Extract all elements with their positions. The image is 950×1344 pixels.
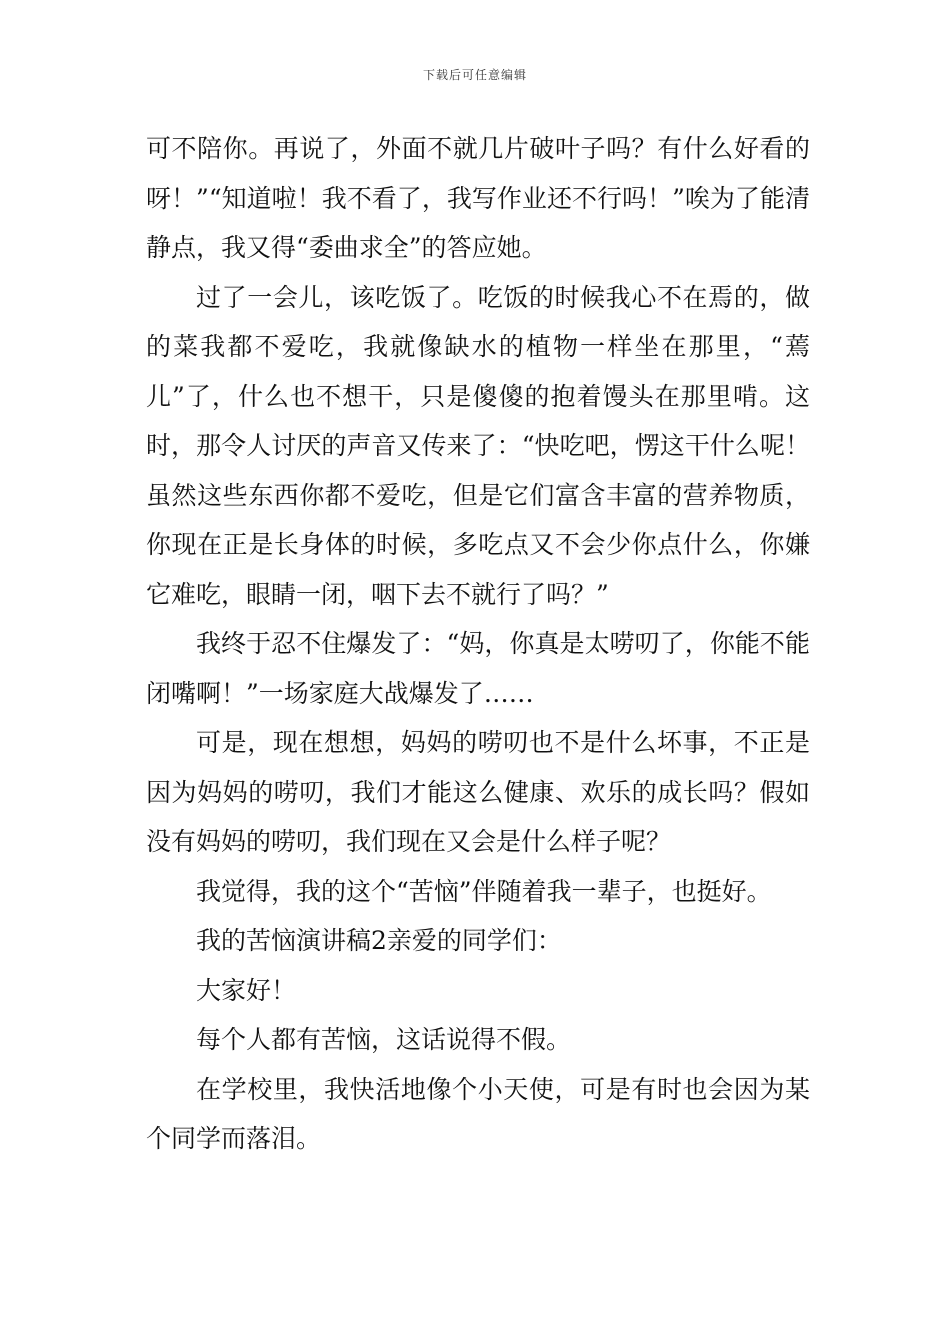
paragraph: 每个人都有苦恼，这话说得不假。 bbox=[196, 1025, 572, 1054]
paragraph: 我终于忍不住爆发了：“妈，你真是太唠叨了，你能不能闭嘴啊！”一场家庭大战爆发了…… bbox=[146, 629, 810, 708]
paragraph: 大家好！ bbox=[196, 975, 297, 1005]
page-header-note: 下载后可任意编辑 bbox=[422, 68, 527, 82]
paragraph: 在学校里，我快活地像个小天使，可是有时也会因为某个同学而落泪。 bbox=[146, 1074, 810, 1153]
paragraph: 可是，现在想想，妈妈的唠叨也不是什么坏事，不正是因为妈妈的唠叨，我们才能这么健康、欢乐的成长吗？假如没有妈妈的唠叨，我们现在又会是什么样子呢？ bbox=[146, 728, 810, 856]
paragraph: 过了一会儿，该吃饭了。吃饭的时候我心不在焉的，做的菜我都不爱吃，我就像缺水的植物一样坐在那里，“蔫儿”了，什么也不想干，只是傻傻的抱着馒头在那里啃。这时，那令人讨厌的声音又传来了：“快吃吧，愣这干什么呢！虽然这些东西你都不爱吃，但是它们富含丰富的营养物质，你现在正是长身体的时候，多吃点又不会少你点什么，你嫌它难吃，眼睛一闭，咽下去不就行了吗？” bbox=[146, 282, 810, 609]
paragraph: 可不陪你。再说了，外面不就几片破叶子吗？有什么好看的呀！”“知道啦！我不看了，我写作业还不行吗！”唉为了能清静点，我又得“委曲求全”的答应她。 bbox=[146, 134, 810, 262]
paragraph: 我的苦恼演讲稿2亲爱的同学们： bbox=[196, 926, 562, 955]
paragraph: 我觉得，我的这个“苦恼”伴随着我一辈子，也挺好。 bbox=[196, 876, 772, 906]
document-body bbox=[146, 124, 810, 1164]
